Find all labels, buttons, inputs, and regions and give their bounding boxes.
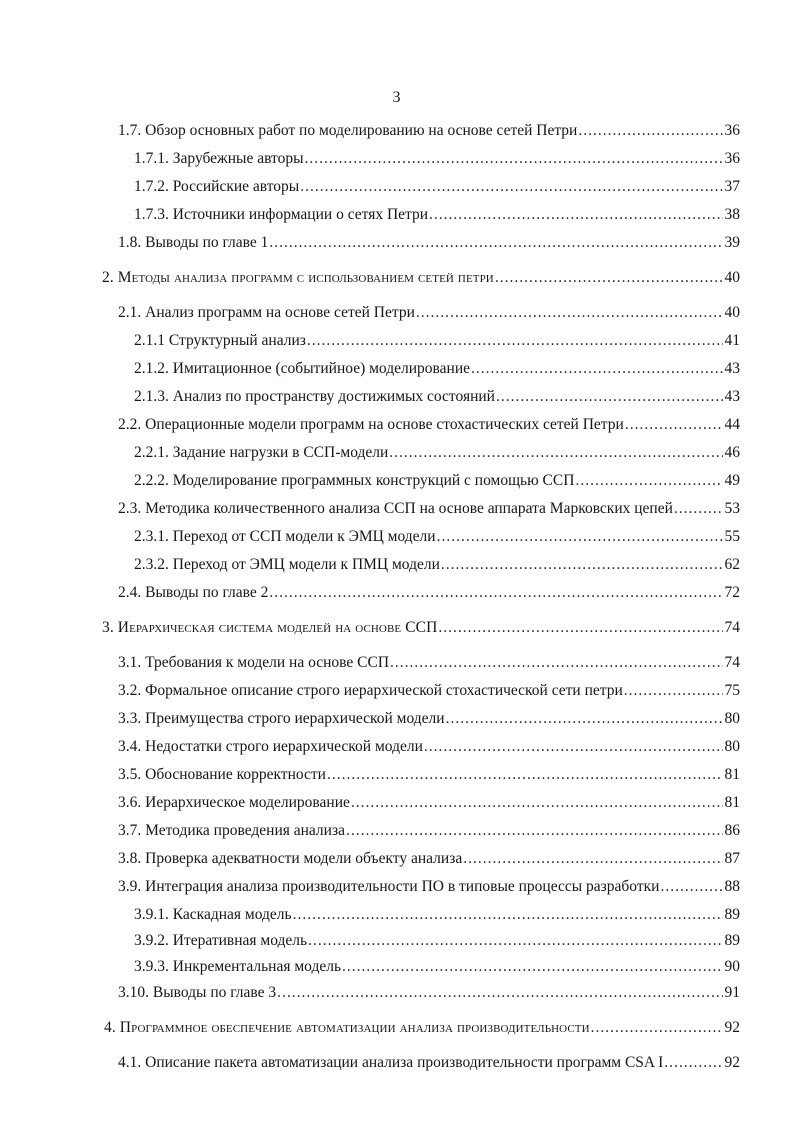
toc-entry-label: 2.3. Методика количественного анализа ССП на основе аппарата Марковских цепей — [118, 500, 673, 517]
toc-entry-page: 86 — [724, 822, 740, 839]
dot-leader — [463, 848, 722, 870]
toc-entry-page: 92 — [724, 1054, 740, 1071]
toc-entry-page: 90 — [724, 958, 740, 975]
dot-leader — [269, 232, 722, 254]
toc-entry-page: 49 — [724, 472, 740, 489]
toc-entry-label: 3.10. Выводы по главе 3 — [118, 984, 277, 1001]
toc-entry-page: 89 — [724, 906, 740, 923]
toc-chapter-3 — [102, 617, 740, 639]
toc-entry-label: 3.6. Иерархическое моделирование — [118, 794, 350, 811]
toc-entry-2-2-1 — [134, 442, 740, 464]
dot-leader — [277, 982, 722, 1004]
dot-leader — [429, 204, 722, 226]
toc-entry-page: 41 — [724, 332, 740, 349]
toc-entry-label: 3.7. Методика проведения анализа — [118, 822, 345, 839]
toc-entry-page: 80 — [724, 738, 740, 755]
toc-entry-page: 62 — [724, 556, 740, 573]
toc-entry-page: 43 — [724, 360, 740, 377]
toc-entry-2-2 — [118, 414, 740, 436]
toc-entry-label: 3. Иерархическая система моделей на основе ССП — [102, 619, 438, 636]
dot-leader — [446, 708, 723, 730]
toc-entry-label: 2.3.2. Переход от ЭМЦ модели к ПМЦ модели — [134, 556, 440, 573]
dot-leader — [437, 526, 723, 548]
toc-entry-label: 2.2.1. Задание нагрузки в ССП-модели — [134, 444, 389, 461]
dot-leader — [438, 617, 722, 639]
dot-leader — [346, 820, 723, 842]
dot-leader — [660, 876, 722, 898]
toc-entry-label: 2.3.1. Переход от ССП модели к ЭМЦ модели — [134, 528, 436, 545]
toc-entry-label: 3.9.2. Итеративная модель — [134, 932, 308, 949]
toc-entry-label: 2.4. Выводы по главе 2 — [118, 584, 269, 601]
toc-entry-2-1-2 — [134, 358, 740, 380]
toc-entry-page: 81 — [724, 766, 740, 783]
toc-entry-1-7-2 — [134, 176, 740, 198]
toc-entry-2-4 — [118, 582, 740, 604]
toc-entry-page: 74 — [724, 619, 740, 636]
toc-entry-page: 91 — [724, 984, 740, 1001]
dot-leader — [305, 148, 723, 170]
dot-leader — [578, 120, 722, 142]
toc-entry-label: 1.7.3. Источники информации о сетях Петри — [134, 206, 429, 223]
dot-leader — [342, 956, 722, 978]
toc-entry-page: 55 — [724, 528, 740, 545]
dot-leader — [300, 176, 722, 198]
toc-entry-label: 2.2.2. Моделирование программных конструкций с помощью ССП — [134, 472, 575, 489]
toc-entry-page: 88 — [724, 878, 740, 895]
toc-entry-label: 2.1.3. Анализ по пространству достижимых состояний — [134, 388, 495, 405]
dot-leader — [664, 1052, 722, 1074]
toc-entry-page: 92 — [724, 1019, 740, 1036]
toc-entry-label: 3.2. Формальное описание строго иерархической стохастической сети петри — [118, 682, 623, 699]
toc-entry-3-9 — [118, 876, 740, 898]
dot-leader — [591, 1017, 723, 1039]
toc-entry-page: 44 — [724, 416, 740, 433]
toc-entry-3-10 — [118, 982, 740, 1004]
dot-leader — [389, 442, 722, 464]
toc-entry-label: 3.9.3. Инкрементальная модель — [134, 958, 342, 975]
dot-leader — [293, 904, 723, 926]
dot-leader — [441, 554, 723, 576]
page-number: 3 — [392, 89, 401, 106]
toc-entry-label: 2.2. Операционные модели программ на основе стохастических сетей Петри — [118, 416, 624, 433]
toc-entry-page: 38 — [724, 206, 740, 223]
toc-entry-label: 1.7.1. Зарубежные авторы — [134, 150, 304, 167]
toc-entry-1-7-3 — [134, 204, 740, 226]
toc-entry-3-8 — [118, 848, 740, 870]
toc-entry-3-3 — [118, 708, 740, 730]
toc-entry-3-1 — [118, 652, 740, 674]
dot-leader — [307, 330, 723, 352]
dot-leader — [625, 414, 723, 436]
toc-entry-page: 89 — [724, 932, 740, 949]
toc-entry-label: 1.7. Обзор основных работ по моделированию на основе сетей Петри — [118, 122, 578, 139]
toc-entry-page: 46 — [724, 444, 740, 461]
toc-entry-3-5 — [118, 764, 740, 786]
toc-entry-page: 39 — [724, 234, 740, 251]
toc-entry-page: 80 — [724, 710, 740, 727]
toc-entry-3-7 — [118, 820, 740, 842]
toc-entry-label: 3.1. Требования к модели на основе ССП — [118, 654, 390, 671]
dot-leader — [575, 470, 722, 492]
dot-leader — [327, 764, 723, 786]
dot-leader — [495, 267, 723, 289]
toc-entry-3-9-2 — [134, 930, 740, 952]
toc-entry-label: 3.9. Интеграция анализа производительности ПО в типовые процессы разработки — [118, 878, 660, 895]
toc-entry-page: 75 — [724, 682, 740, 699]
toc-chapter-4 — [104, 1017, 740, 1039]
toc-entry-page: 40 — [724, 304, 740, 321]
toc-entry-2-1 — [118, 302, 740, 324]
toc-chapter-2 — [102, 267, 740, 289]
toc-entry-label: 3.8. Проверка адекватности модели объекту анализа — [118, 850, 463, 867]
toc-entry-label: 3.5. Обоснование корректности — [118, 766, 326, 783]
toc-entry-page: 87 — [724, 850, 740, 867]
toc-entry-1-8 — [118, 232, 740, 254]
toc-entry-2-3-1 — [134, 526, 740, 548]
toc-entry-page: 53 — [724, 500, 740, 517]
dot-leader — [416, 302, 723, 324]
toc-entry-1-7 — [118, 120, 740, 142]
dot-leader — [390, 652, 722, 674]
toc-entry-3-4 — [118, 736, 740, 758]
toc-entry-label: 4. Программное обеспечение автоматизации анализа производительности — [104, 1019, 590, 1036]
toc-entry-label: 3.3. Преимущества строго иерархической модели — [118, 710, 445, 727]
dot-leader — [496, 386, 723, 408]
toc-entry-page: 36 — [724, 150, 740, 167]
toc-entry-page: 43 — [724, 388, 740, 405]
toc-entry-label: 3.9.1. Каскадная модель — [134, 906, 292, 923]
toc-entry-4-1 — [118, 1052, 740, 1074]
toc-entry-1-7-1 — [134, 148, 740, 170]
toc-entry-3-6 — [118, 792, 740, 814]
toc-entry-label: 2.1. Анализ программ на основе сетей Петри — [118, 304, 415, 321]
dot-leader — [308, 930, 722, 952]
toc-entry-2-2-2 — [134, 470, 740, 492]
toc-entry-3-2 — [118, 680, 740, 702]
dot-leader — [471, 358, 723, 380]
toc-entry-page: 36 — [724, 122, 740, 139]
toc-entry-2-1-1 — [134, 330, 740, 352]
toc-entry-2-1-3 — [134, 386, 740, 408]
toc-entry-label: 2.1.2. Имитационное (событийное) моделирование — [134, 360, 470, 377]
toc-entry-label: 2.1.1 Структурный анализ — [134, 332, 306, 349]
toc-entry-2-3 — [118, 498, 740, 520]
toc-entry-label: 4.1. Описание пакета автоматизации анализа производительности программ CSA I — [118, 1054, 664, 1071]
toc-entry-3-9-3 — [134, 956, 740, 978]
toc-entry-page: 37 — [724, 178, 740, 195]
toc-entry-2-3-2 — [134, 554, 740, 576]
toc-entry-label: 3.4. Недостатки строго иерархической модели — [118, 738, 423, 755]
toc-entry-label: 2. Методы анализа программ с использованием сетей петри — [102, 269, 494, 286]
dot-leader — [269, 582, 722, 604]
toc-entry-label: 1.8. Выводы по главе 1 — [118, 234, 269, 251]
dot-leader — [424, 736, 723, 758]
dot-leader — [351, 792, 723, 814]
toc-entry-page: 72 — [724, 584, 740, 601]
toc-entry-label: 1.7.2. Российские авторы — [134, 178, 300, 195]
toc-entry-page: 81 — [724, 794, 740, 811]
toc-entry-3-9-1 — [134, 904, 740, 926]
dot-leader — [624, 680, 723, 702]
toc-entry-page: 40 — [724, 269, 740, 286]
dot-leader — [674, 498, 723, 520]
toc-entry-page: 74 — [724, 654, 740, 671]
